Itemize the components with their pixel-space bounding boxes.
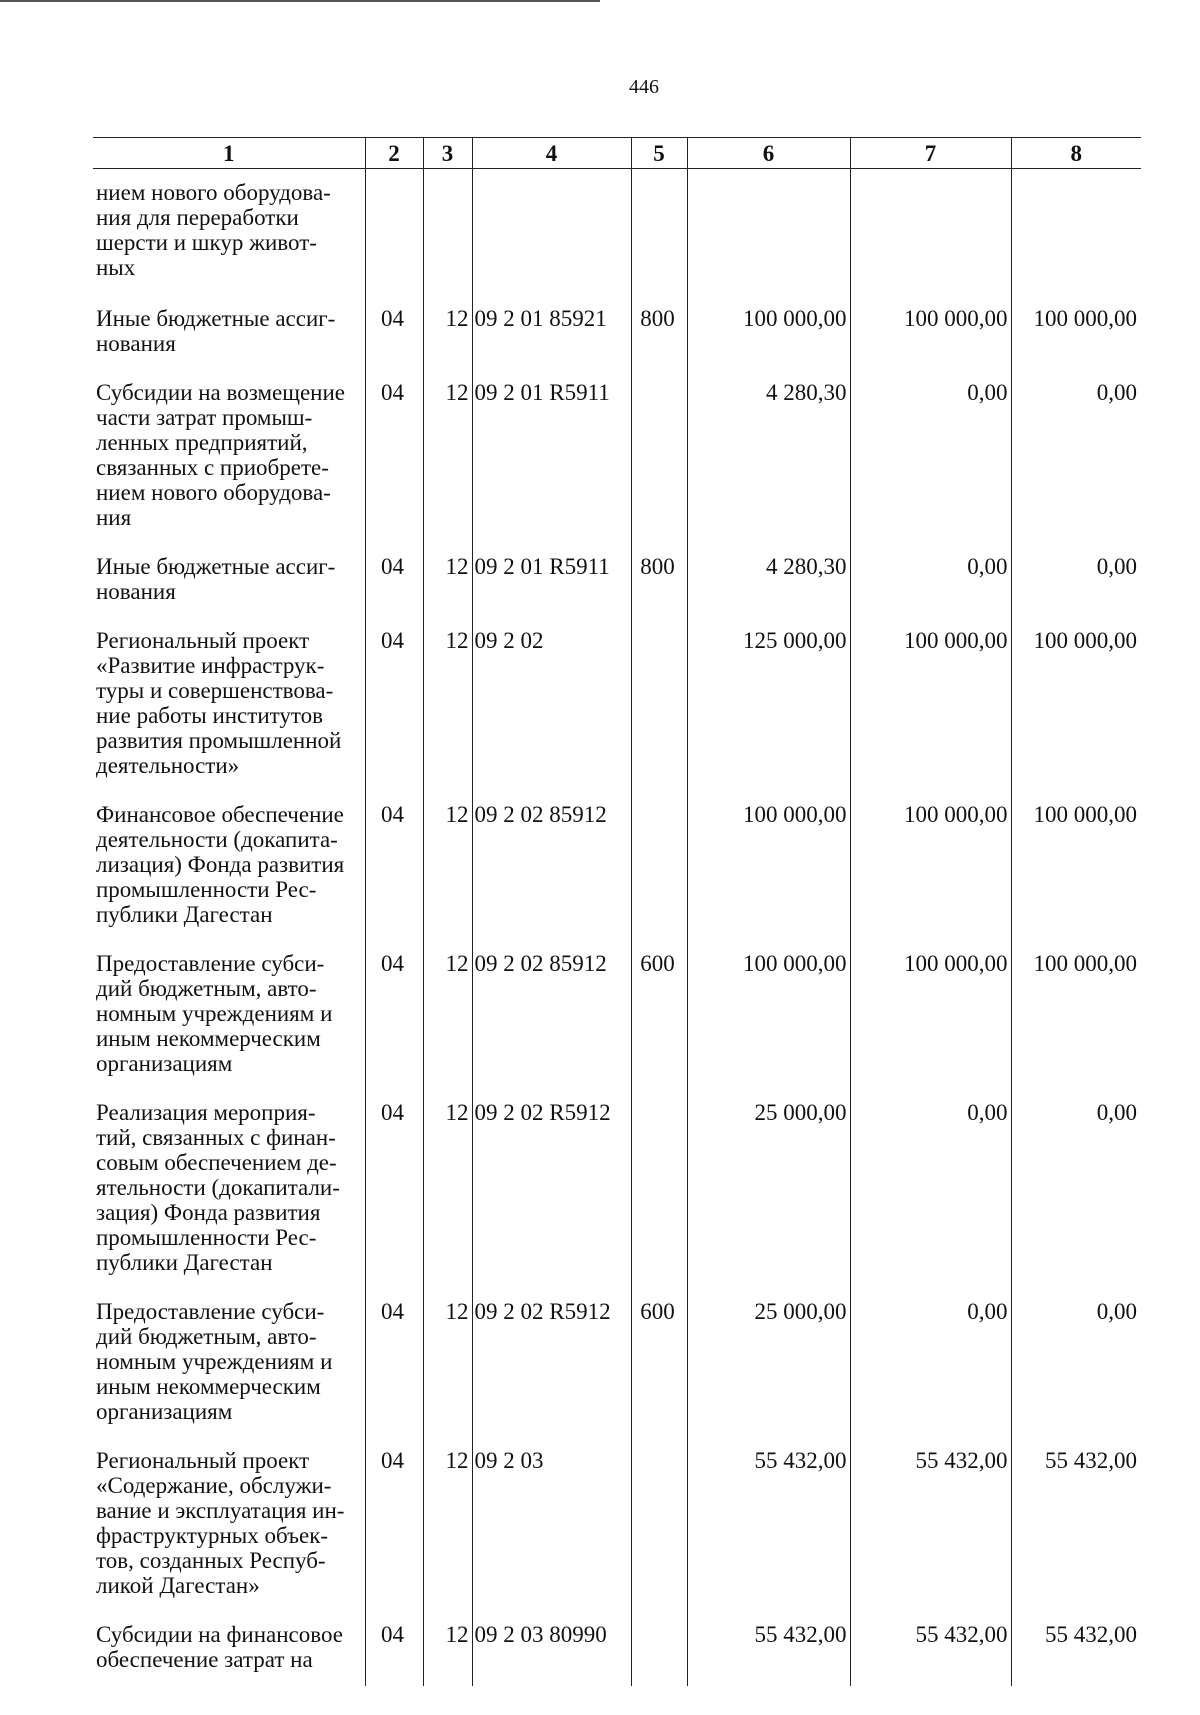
- description-line: совым обеспечением де-: [96, 1150, 337, 1175]
- section-code: 04: [365, 628, 423, 802]
- amount-col-6: 4 280,30: [687, 380, 850, 554]
- amount-col-8: 0,00: [1011, 380, 1141, 554]
- amount-col-7: 100 000,00: [850, 951, 1011, 1100]
- subsection-code: 12: [423, 380, 472, 554]
- description-line: «Развитие инфраструк-: [96, 653, 325, 678]
- amount-col-6: 100 000,00: [687, 306, 850, 380]
- section-code: 04: [365, 802, 423, 951]
- description-line: ных: [96, 255, 136, 280]
- amount-col-7: 0,00: [850, 1100, 1011, 1299]
- expense-type-code: 600: [631, 1299, 687, 1448]
- description-line: ния для переработки: [96, 205, 299, 230]
- amount-col-6: 125 000,00: [687, 628, 850, 802]
- table-row: [93, 1100, 1141, 1299]
- target-article-code: 09 2 03 80990: [472, 1622, 631, 1686]
- section-code: 04: [365, 306, 423, 380]
- column-header-1: 1: [93, 138, 365, 169]
- amount-col-8: 0,00: [1011, 1100, 1141, 1299]
- description-line: туры и совершенствова-: [96, 678, 334, 703]
- description-line: ние работы институтов: [96, 703, 323, 728]
- column-header-6: 6: [687, 138, 850, 169]
- row-description: [93, 628, 365, 802]
- amount-col-8: 0,00: [1011, 1299, 1141, 1448]
- expense-type-code: [631, 1622, 687, 1686]
- amount-col-7: 0,00: [850, 1299, 1011, 1448]
- description-line: Реализация мероприя-: [96, 1100, 316, 1125]
- table-row: [93, 1299, 1141, 1448]
- scan-top-edge-rule: [0, 0, 600, 2]
- expense-type-code: [631, 1448, 687, 1622]
- description-line: Субсидии на финансовое: [96, 1622, 343, 1647]
- description-line: Региональный проект: [96, 1448, 310, 1473]
- description-line: Предоставление субси-: [96, 1299, 325, 1324]
- description-line: иным некоммерческим: [96, 1374, 321, 1399]
- target-article-code: 09 2 02 85912: [472, 951, 631, 1100]
- description-line: ния: [96, 505, 132, 530]
- row-description: [93, 1299, 365, 1448]
- description-line: вание и эксплуатация ин-: [96, 1498, 345, 1523]
- table-row: [93, 169, 1141, 307]
- amount-col-6: 25 000,00: [687, 1299, 850, 1448]
- description-line: связанных с приобрете-: [96, 455, 329, 480]
- amount-col-8: 100 000,00: [1011, 951, 1141, 1100]
- row-description: [93, 306, 365, 380]
- target-article-code: [472, 169, 631, 307]
- description-line: деятельности»: [96, 753, 240, 778]
- table-row: [93, 628, 1141, 802]
- table-row: [93, 802, 1141, 951]
- table-header-row: [93, 138, 1141, 169]
- target-article-code: 09 2 02 85912: [472, 802, 631, 951]
- expense-type-code: [631, 1100, 687, 1299]
- section-code: 04: [365, 951, 423, 1100]
- subsection-code: 12: [423, 1448, 472, 1622]
- expense-type-code: 800: [631, 306, 687, 380]
- description-line: фраструктурных объек-: [96, 1523, 329, 1548]
- description-line: публики Дагестан: [96, 902, 273, 927]
- description-line: Субсидии на возмещение: [96, 380, 345, 405]
- row-description: [93, 380, 365, 554]
- subsection-code: 12: [423, 628, 472, 802]
- description-line: развития промышленной: [96, 728, 342, 753]
- budget-table: [93, 137, 1141, 1686]
- description-line: промышленности Рес-: [96, 877, 317, 902]
- description-line: Предоставление субси-: [96, 951, 325, 976]
- description-line: шерсти и шкур живот-: [96, 230, 317, 255]
- table-row: [93, 380, 1141, 554]
- amount-col-6: 100 000,00: [687, 802, 850, 951]
- subsection-code: 12: [423, 1622, 472, 1686]
- description-line: нием нового оборудова-: [96, 180, 331, 205]
- section-code: 04: [365, 1100, 423, 1299]
- description-line: дий бюджетным, авто-: [96, 1324, 317, 1349]
- expense-type-code: [631, 380, 687, 554]
- row-description: [93, 554, 365, 628]
- row-description: [93, 951, 365, 1100]
- description-line: ленных предприятий,: [96, 430, 308, 455]
- description-line: нования: [96, 579, 176, 604]
- description-line: номным учреждениям и: [96, 1349, 333, 1374]
- row-description: [93, 1100, 365, 1299]
- table-row: [93, 306, 1141, 380]
- section-code: 04: [365, 554, 423, 628]
- subsection-code: 12: [423, 554, 472, 628]
- table-row: [93, 1448, 1141, 1622]
- section-code: 04: [365, 380, 423, 554]
- amount-col-6: 55 432,00: [687, 1448, 850, 1622]
- amount-col-7: 100 000,00: [850, 628, 1011, 802]
- row-description: [93, 1448, 365, 1622]
- amount-col-6: 4 280,30: [687, 554, 850, 628]
- amount-col-6: 25 000,00: [687, 1100, 850, 1299]
- description-line: нием нового оборудова-: [96, 480, 331, 505]
- column-header-4: 4: [472, 138, 631, 169]
- table-body: [93, 169, 1141, 1687]
- target-article-code: 09 2 02: [472, 628, 631, 802]
- target-article-code: 09 2 03: [472, 1448, 631, 1622]
- amount-col-7: [850, 169, 1011, 307]
- description-line: зация) Фонда развития: [96, 1200, 321, 1225]
- amount-col-8: 100 000,00: [1011, 628, 1141, 802]
- subsection-code: 12: [423, 802, 472, 951]
- row-description: [93, 1622, 365, 1686]
- expense-type-code: [631, 628, 687, 802]
- amount-col-8: [1011, 169, 1141, 307]
- expense-type-code: [631, 802, 687, 951]
- target-article-code: 09 2 01 R5911: [472, 554, 631, 628]
- amount-col-7: 55 432,00: [850, 1448, 1011, 1622]
- table-row: [93, 951, 1141, 1100]
- page-number: 446: [629, 76, 659, 98]
- amount-col-7: 100 000,00: [850, 802, 1011, 951]
- description-line: иным некоммерческим: [96, 1026, 321, 1051]
- description-line: Региональный проект: [96, 628, 310, 653]
- subsection-code: 12: [423, 1299, 472, 1448]
- column-header-8: 8: [1011, 138, 1141, 169]
- description-line: организациям: [96, 1051, 233, 1076]
- amount-col-8: 0,00: [1011, 554, 1141, 628]
- description-line: промышленности Рес-: [96, 1225, 317, 1250]
- expense-type-code: [631, 169, 687, 307]
- description-line: тов, созданных Респуб-: [96, 1548, 326, 1573]
- description-line: ятельности (докапитали-: [96, 1175, 340, 1200]
- section-code: 04: [365, 1622, 423, 1686]
- description-line: деятельности (докапита-: [96, 827, 338, 852]
- description-line: лизация) Фонда развития: [96, 852, 345, 877]
- column-header-2: 2: [365, 138, 423, 169]
- subsection-code: 12: [423, 306, 472, 380]
- target-article-code: 09 2 01 R5911: [472, 380, 631, 554]
- target-article-code: 09 2 02 R5912: [472, 1299, 631, 1448]
- description-line: Финансовое обеспечение: [96, 802, 344, 827]
- amount-col-8: 55 432,00: [1011, 1448, 1141, 1622]
- subsection-code: 12: [423, 1100, 472, 1299]
- subsection-code: [423, 169, 472, 307]
- description-line: ликой Дагестан»: [96, 1573, 260, 1598]
- section-code: [365, 169, 423, 307]
- section-code: 04: [365, 1448, 423, 1622]
- description-line: дий бюджетным, авто-: [96, 976, 317, 1001]
- table-row: [93, 554, 1141, 628]
- amount-col-7: 0,00: [850, 380, 1011, 554]
- amount-col-6: 55 432,00: [687, 1622, 850, 1686]
- description-line: части затрат промыш-: [96, 405, 313, 430]
- amount-col-8: 100 000,00: [1011, 802, 1141, 951]
- column-header-7: 7: [850, 138, 1011, 169]
- expense-type-code: 800: [631, 554, 687, 628]
- row-description: [93, 169, 365, 307]
- row-description: [93, 802, 365, 951]
- target-article-code: 09 2 01 85921: [472, 306, 631, 380]
- amount-col-8: 55 432,00: [1011, 1622, 1141, 1686]
- target-article-code: 09 2 02 R5912: [472, 1100, 631, 1299]
- column-header-3: 3: [423, 138, 472, 169]
- description-line: нования: [96, 331, 176, 356]
- description-line: номным учреждениям и: [96, 1001, 333, 1026]
- description-line: публики Дагестан: [96, 1250, 273, 1275]
- amount-col-7: 55 432,00: [850, 1622, 1011, 1686]
- section-code: 04: [365, 1299, 423, 1448]
- column-header-5: 5: [631, 138, 687, 169]
- description-line: тий, связанных с финан-: [96, 1125, 336, 1150]
- expense-type-code: 600: [631, 951, 687, 1100]
- description-line: организациям: [96, 1399, 233, 1424]
- description-line: «Содержание, обслужи-: [96, 1473, 332, 1498]
- description-line: Иные бюджетные ассиг-: [96, 306, 336, 331]
- description-line: обеспечение затрат на: [96, 1647, 313, 1672]
- amount-col-7: 0,00: [850, 554, 1011, 628]
- amount-col-6: [687, 169, 850, 307]
- amount-col-7: 100 000,00: [850, 306, 1011, 380]
- subsection-code: 12: [423, 951, 472, 1100]
- amount-col-8: 100 000,00: [1011, 306, 1141, 380]
- table-row: [93, 1622, 1141, 1686]
- description-line: Иные бюджетные ассиг-: [96, 554, 336, 579]
- amount-col-6: 100 000,00: [687, 951, 850, 1100]
